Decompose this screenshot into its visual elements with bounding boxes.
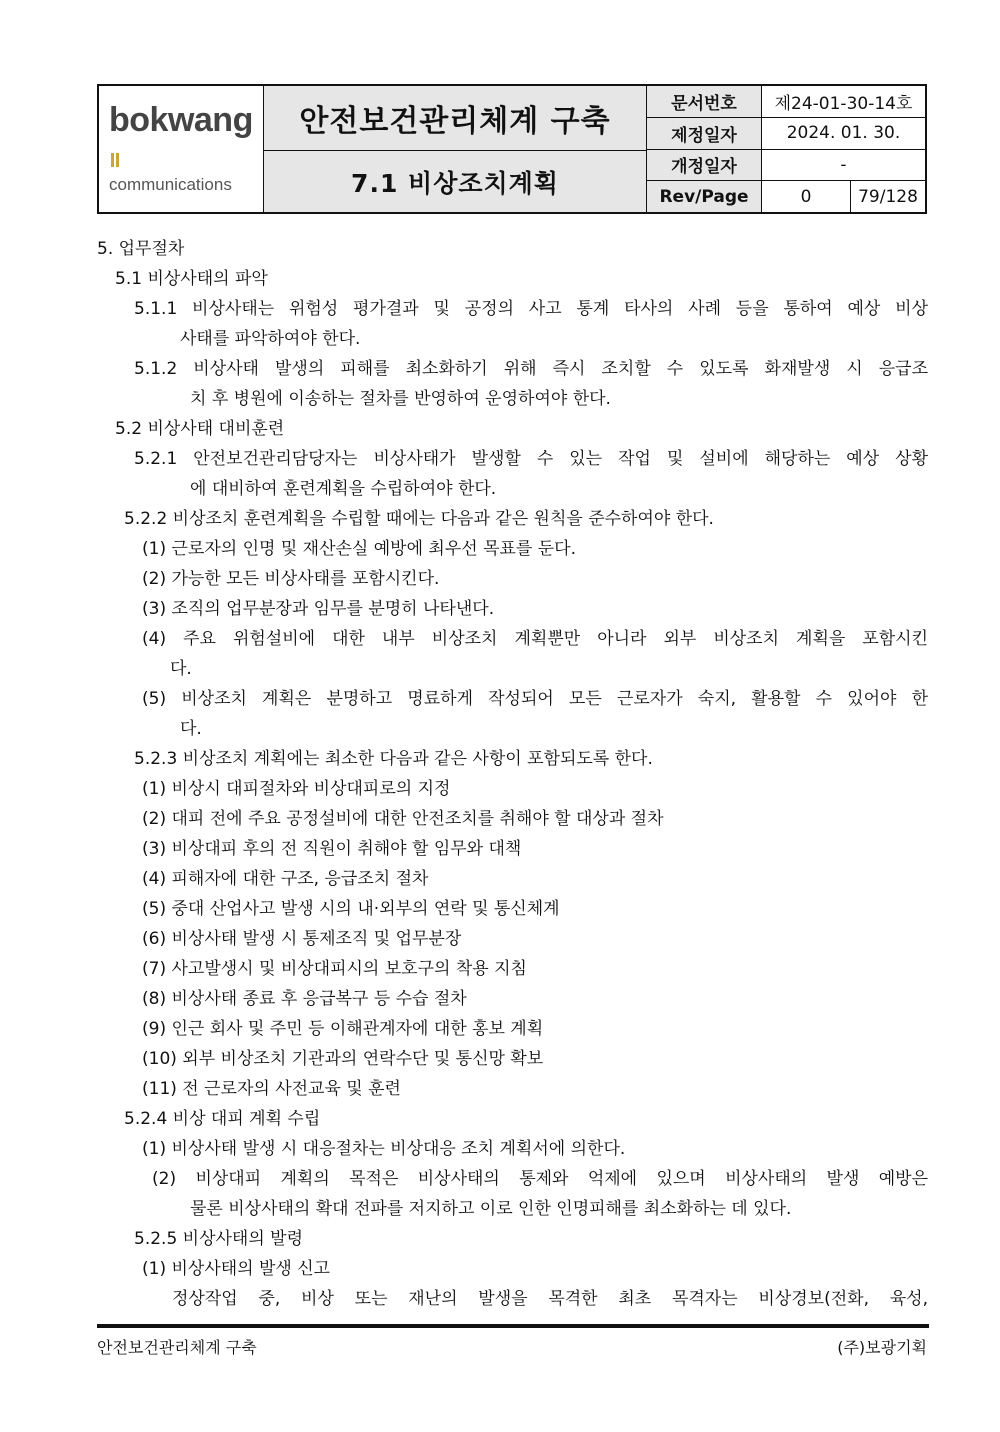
heading-procedure: 5. 업무절차 <box>97 239 185 259</box>
heading-5-2: 5.2 비상사태 대비훈련 <box>115 419 285 439</box>
para-5-2-3: 5.2.3 비상조치 계획에는 최소한 다음과 같은 사항이 포함되도록 한다. <box>134 749 653 769</box>
para-report: 정상작업 중, 비상 또는 재난의 발생을 목격한 최초 목격자는 비상경보(전화, 육성, <box>172 1289 928 1309</box>
list-item: (2) 비상대피 계획의 목적은 비상사태의 통제와 억제에 있으며 비상사태의 발생 예방은 <box>152 1169 928 1189</box>
list-item: (8) 비상사태 종료 후 응급복구 등 수습 절차 <box>142 989 467 1009</box>
meta-row-revise <box>647 150 925 182</box>
para-5-1-2-cont: 치 후 병원에 이송하는 절차를 반영하여 운영하여야 한다. <box>190 389 611 409</box>
para-5-1-1: 5.1.1 비상사태는 위험성 평가결과 및 공정의 사고 통계 타사의 사례 등을 통하여 예상 비상 <box>134 299 928 319</box>
list-item: (5) 중대 산업사고 발생 시의 내·외부의 연락 및 통신체계 <box>142 899 560 919</box>
list-item: (9) 인근 회사 및 주민 등 이해관계자에 대한 홍보 계획 <box>142 1019 544 1039</box>
doc-no-label: 문서번호 <box>647 86 762 117</box>
para-5-2-5: 5.2.5 비상사태의 발령 <box>134 1229 304 1249</box>
page-value: 79/128 <box>858 186 918 207</box>
company-logo <box>99 86 264 212</box>
logo-subtitle: communications <box>109 175 232 194</box>
list-item: (6) 비상사태 발생 시 통제조직 및 업무분장 <box>142 929 462 949</box>
document-header <box>97 84 927 214</box>
meta-row-revpage <box>647 181 925 212</box>
meta-row-enact <box>647 118 925 150</box>
list-item: (1) 근로자의 인명 및 재산손실 예방에 최우선 목표를 둔다. <box>142 539 576 559</box>
para-5-1-1-cont: 사태를 파악하여야 한다. <box>180 329 361 349</box>
list-item: (2) 가능한 모든 비상사태를 포함시킨다. <box>142 569 440 589</box>
title-block <box>264 86 647 212</box>
enact-date-label: 제정일자 <box>647 118 762 149</box>
para-5-2-1: 5.2.1 안전보건관리담당자는 비상사태가 발생할 수 있는 작업 및 설비에 해당하는 예상 상황 <box>134 449 928 469</box>
footer-company: (주)보광기획 <box>837 1338 927 1357</box>
heading-5-1: 5.1 비상사태의 파악 <box>115 269 268 289</box>
list-item: (4) 주요 위험설비에 대한 내부 비상조치 계획뿐만 아니라 외부 비상조치 계획을 포함시킨 <box>142 629 928 649</box>
list-item: (1) 비상사태의 발생 신고 <box>142 1259 331 1279</box>
list-item: (1) 비상시 대피절차와 비상대피로의 지정 <box>142 779 451 799</box>
section-title: 7.1 비상조치계획 <box>264 151 646 212</box>
list-item-cont: 물론 비상사태의 확대 전파를 저지하고 이로 인한 인명피해를 최소화하는 데 있다. <box>190 1199 792 1219</box>
para-5-2-4: 5.2.4 비상 대피 계획 수립 <box>124 1109 321 1129</box>
doc-no-value: 제24-01-30-14호 <box>774 93 913 114</box>
list-item: (3) 조직의 업무분장과 임무를 분명히 나타낸다. <box>142 599 495 619</box>
document-title: 안전보건관리체계 구축 <box>264 86 646 151</box>
enact-date-value: 2024. 01. 30. <box>786 123 901 144</box>
para-5-2-2: 5.2.2 비상조치 훈련계획을 수립할 때에는 다음과 같은 원칙을 준수하여야 한다. <box>124 509 714 529</box>
footer-divider <box>97 1324 929 1328</box>
list-item-cont: 다. <box>180 719 202 739</box>
document-meta-table <box>647 86 925 212</box>
list-item: (5) 비상조치 계획은 분명하고 명료하게 작성되어 모든 근로자가 숙지, 활용할 수 있어야 한 <box>142 689 928 709</box>
footer-title: 안전보건관리체계 구축 <box>97 1338 257 1357</box>
list-item: (2) 대피 전에 주요 공정설비에 대한 안전조치를 취해야 할 대상과 절차 <box>142 809 664 829</box>
list-item: (11) 전 근로자의 사전교육 및 훈련 <box>142 1079 401 1099</box>
para-5-2-1-cont: 에 대비하여 훈련계획을 수립하여야 한다. <box>190 479 497 499</box>
para-5-1-2: 5.1.2 비상사태 발생의 피해를 최소화하기 위해 즉시 조치할 수 있도록 화재발생 시 응급조 <box>134 359 928 379</box>
revise-date-label: 개정일자 <box>647 150 762 181</box>
logo-wordmark: bokwang <box>109 101 253 139</box>
rev-page-label: Rev/Page <box>647 181 762 212</box>
revise-date-value: - <box>840 154 847 175</box>
rev-value: 0 <box>762 181 851 212</box>
list-item: (7) 사고발생시 및 비상대피시의 보호구의 착용 지침 <box>142 959 527 979</box>
list-item: (3) 비상대피 후의 전 직원이 취해야 할 임무와 대책 <box>142 839 522 859</box>
list-item: (10) 외부 비상조치 기관과의 연락수단 및 통신망 확보 <box>142 1049 544 1069</box>
meta-row-doc-no <box>647 86 925 118</box>
list-item: (4) 피해자에 대한 구조, 응급조치 절차 <box>142 869 429 889</box>
list-item: (1) 비상사태 발생 시 대응절차는 비상대응 조치 계획서에 의한다. <box>142 1139 626 1159</box>
logo-bars-icon <box>111 139 121 173</box>
list-item-cont: 다. <box>170 659 192 679</box>
